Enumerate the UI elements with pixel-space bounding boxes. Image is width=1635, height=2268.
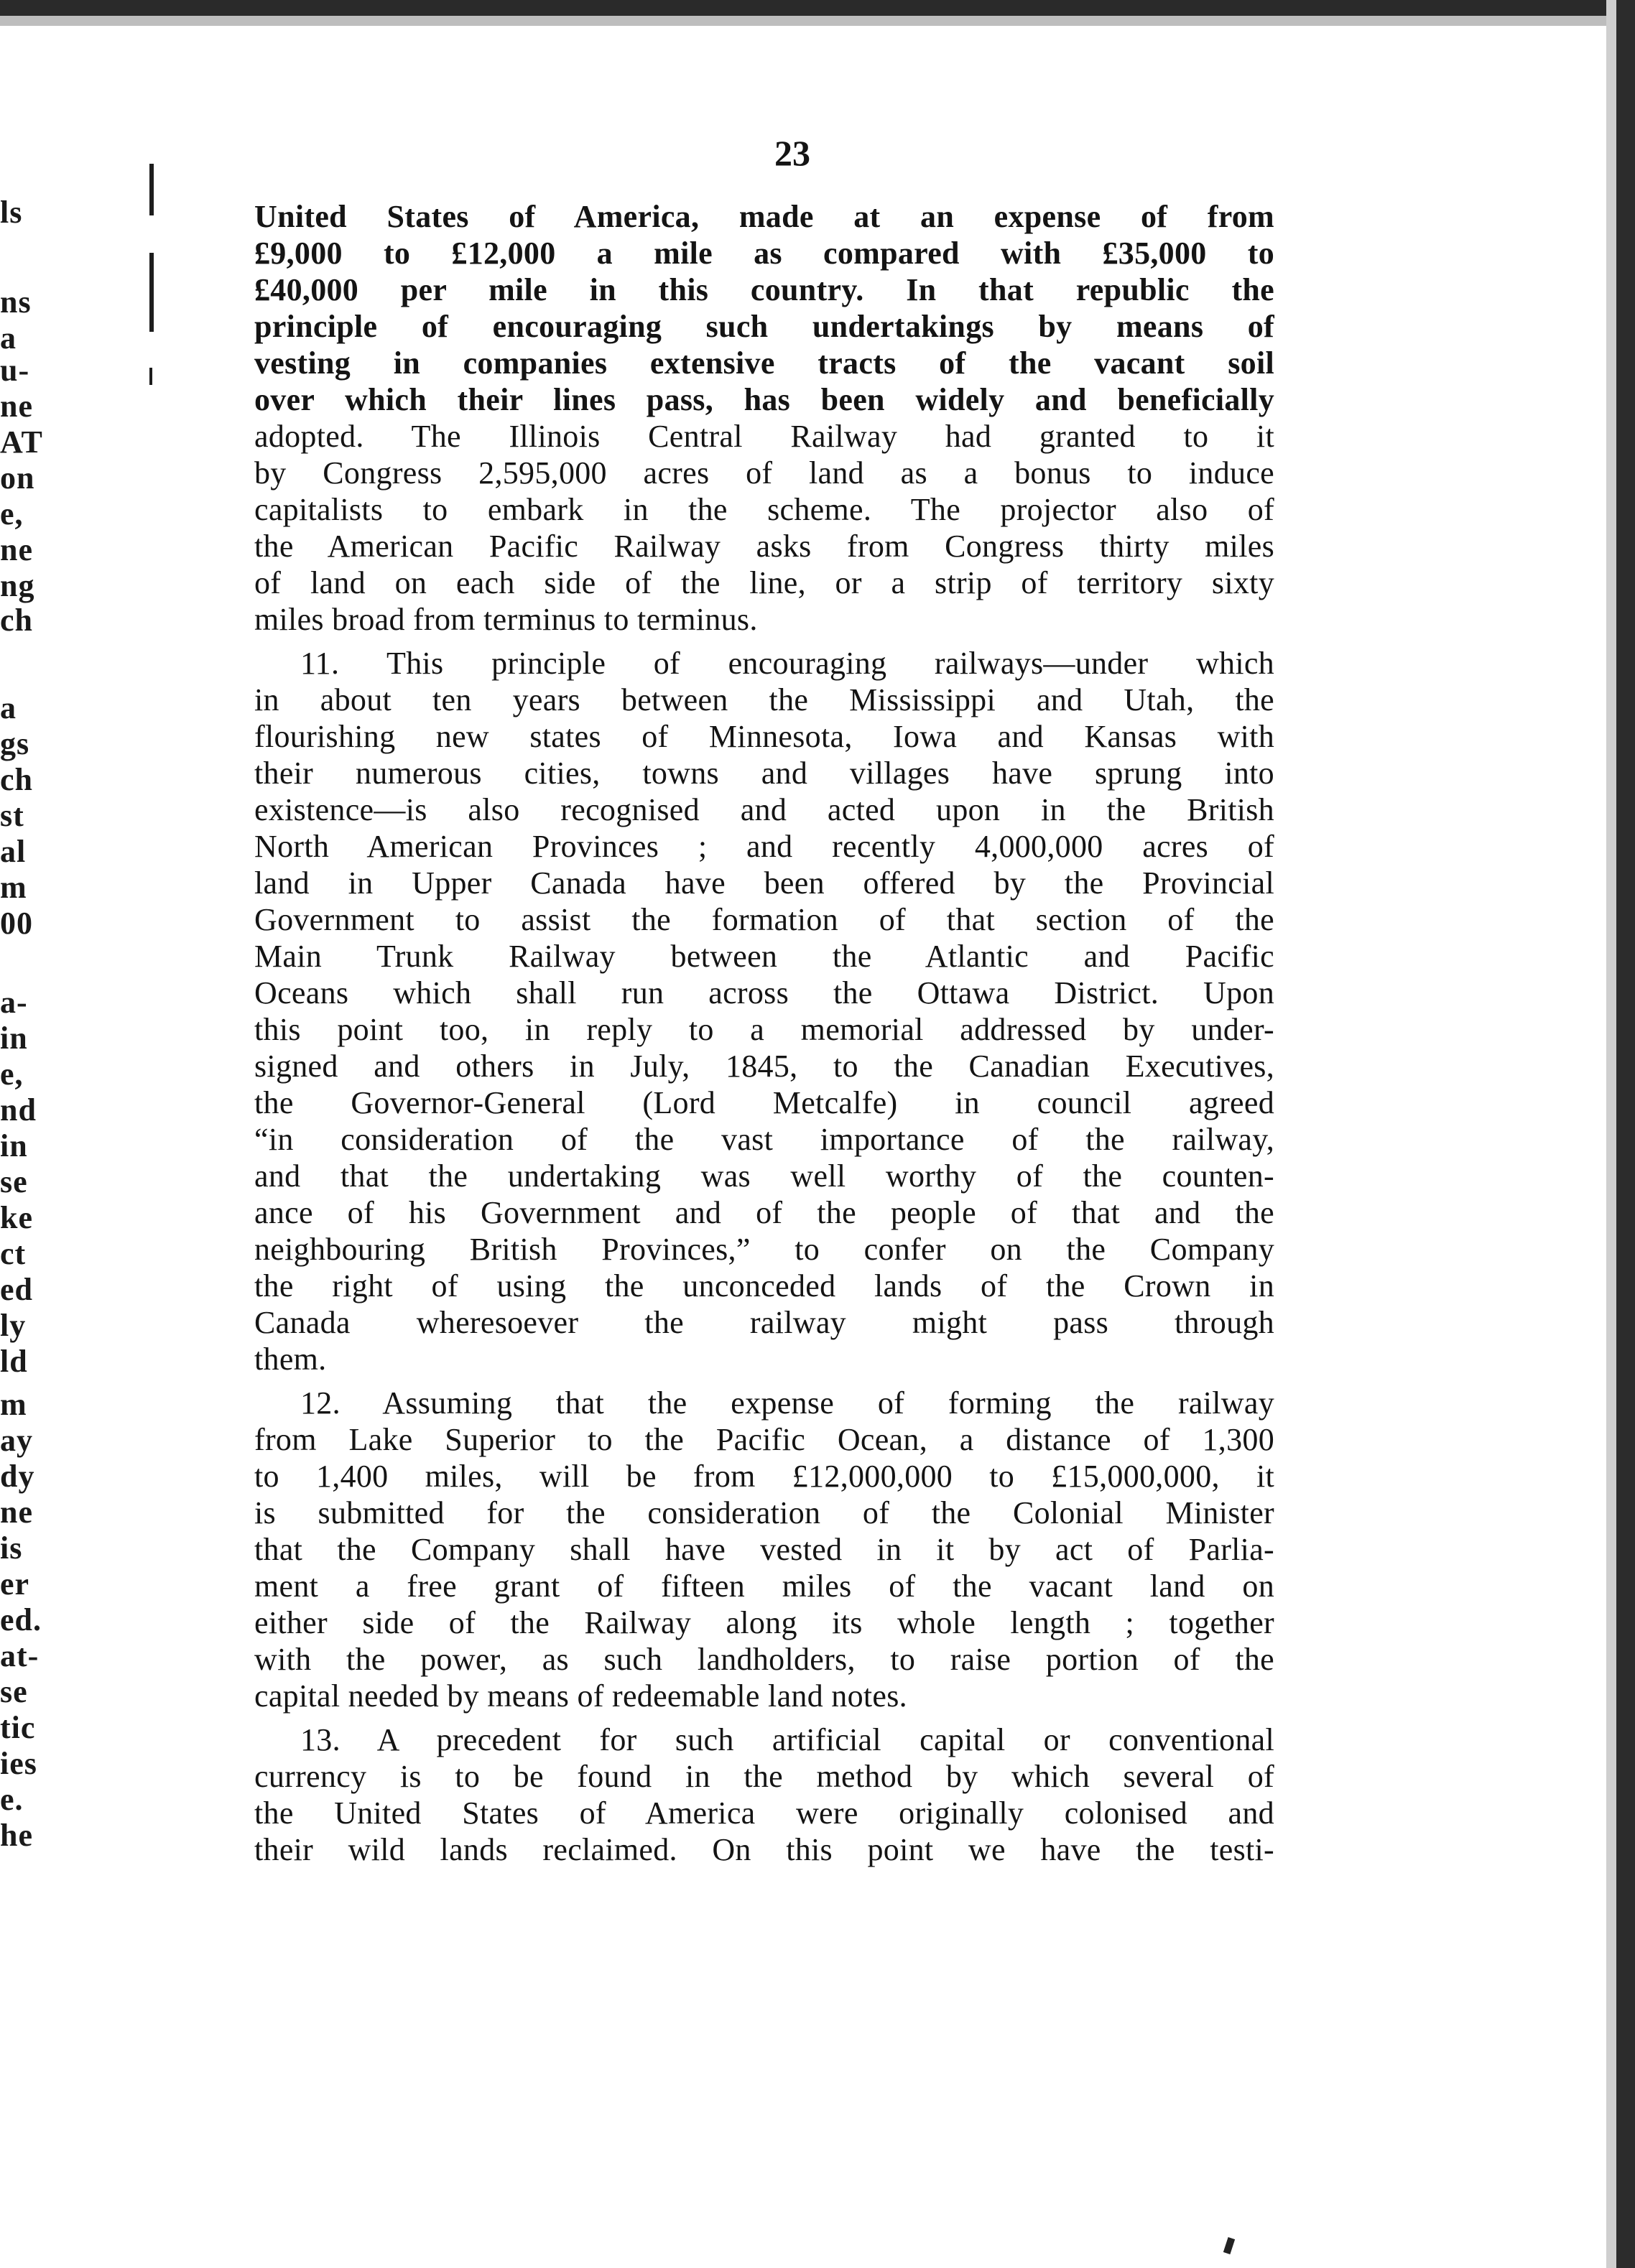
- left-fragment: ls: [0, 195, 23, 230]
- left-fragment: ct: [0, 1236, 27, 1271]
- left-fragment: se: [0, 1674, 28, 1709]
- text-line: “in consideration of the vast importance of the railway,: [254, 1122, 1274, 1157]
- gutter-rule: [149, 164, 154, 215]
- text-line: £9,000 to £12,000 a mile as compared with £35,000 to: [254, 236, 1274, 271]
- scan-artifact: [1223, 2237, 1235, 2254]
- left-fragment: at-: [0, 1638, 40, 1673]
- left-fragment: ly: [0, 1308, 27, 1343]
- left-fragment: is: [0, 1530, 23, 1566]
- text-line: signed and others in July, 1845, to the Canadian Executives,: [254, 1049, 1274, 1084]
- left-fragment: ke: [0, 1200, 33, 1235]
- paragraph: [254, 198, 1274, 638]
- text-line: capital needed by means of redeemable land notes.: [254, 1678, 907, 1714]
- left-fragment: ng: [0, 568, 35, 603]
- left-fragment: er: [0, 1566, 30, 1602]
- text-line: the American Pacific Railway asks from Congress thirty miles: [254, 529, 1274, 564]
- text-line: is submitted for the consideration of the Colonial Minister: [254, 1495, 1274, 1530]
- left-fragment: ed.: [0, 1602, 42, 1637]
- gutter-rule: [149, 253, 154, 332]
- left-fragment: tic: [0, 1710, 36, 1745]
- text-line: 12. Assuming that the expense of forming the railway: [300, 1385, 1274, 1421]
- scan-top-border: [0, 0, 1635, 16]
- text-line: Government to assist the formation of that section of the: [254, 902, 1274, 937]
- left-fragment: ed: [0, 1272, 33, 1307]
- text-line: Main Trunk Railway between the Atlantic and Pacific: [254, 939, 1274, 974]
- text-line: the Governor-General (Lord Metcalfe) in council agreed: [254, 1085, 1274, 1120]
- text-line: either side of the Railway along its whole length ; together: [254, 1605, 1274, 1640]
- left-fragment: a: [0, 690, 17, 725]
- text-line: the right of using the unconceded lands of the Crown in: [254, 1268, 1274, 1303]
- left-fragment: a-: [0, 985, 28, 1020]
- page-number: 23: [774, 133, 810, 173]
- left-fragment: se: [0, 1164, 28, 1199]
- text-line: their numerous cities, towns and villages have sprung into: [254, 756, 1274, 791]
- text-line: principle of encouraging such undertakings by means of: [254, 309, 1274, 344]
- left-fragment: in: [0, 1021, 28, 1056]
- left-fragment: ch: [0, 762, 33, 797]
- text-line: by Congress 2,595,000 acres of land as a bonus to induce: [254, 455, 1274, 491]
- text-line: adopted. The Illinois Central Railway had granted to it: [254, 419, 1274, 454]
- text-line: of land on each side of the line, or a strip of territory sixty: [254, 565, 1274, 600]
- text-line: the United States of America were originally colonised and: [254, 1795, 1274, 1831]
- left-fragment: e,: [0, 1056, 24, 1092]
- left-fragment: ay: [0, 1423, 33, 1458]
- text-line: and that the undertaking was well worthy of the counten-: [254, 1158, 1274, 1194]
- text-line: 13. A precedent for such artificial capital or conventional: [300, 1722, 1274, 1757]
- left-fragment: ch: [0, 603, 33, 638]
- scan-right-border: [1616, 0, 1635, 2268]
- text-line: neighbouring British Provinces,” to confer on the Company: [254, 1232, 1274, 1267]
- text-line: land in Upper Canada have been offered by the Provincial: [254, 865, 1274, 901]
- left-fragment: al: [0, 834, 27, 869]
- left-fragment: AT: [0, 424, 43, 460]
- text-line: this point too, in reply to a memorial addressed by under-: [254, 1012, 1274, 1047]
- left-fragment: dy: [0, 1459, 35, 1494]
- paragraph: [254, 1385, 1274, 1714]
- text-line: in about ten years between the Mississippi and Utah, the: [254, 682, 1274, 717]
- left-fragment: a: [0, 320, 17, 355]
- text-line: vesting in companies extensive tracts of the vacant soil: [254, 345, 1274, 381]
- left-fragment: m: [0, 1387, 27, 1422]
- paragraph-gap: [254, 638, 1274, 645]
- left-fragment: e,: [0, 496, 24, 531]
- left-fragment: on: [0, 460, 35, 496]
- left-fragment: in: [0, 1128, 28, 1163]
- left-fragment: e.: [0, 1782, 24, 1817]
- paragraph: [254, 645, 1274, 1377]
- gutter-rule: [149, 368, 152, 385]
- left-fragment: ies: [0, 1746, 37, 1781]
- text-line: capitalists to embark in the scheme. The projector also of: [254, 492, 1274, 527]
- text-line: United States of America, made at an expense of from: [254, 199, 1274, 234]
- text-line: existence—is also recognised and acted upon in the British: [254, 792, 1274, 827]
- text-line: their wild lands reclaimed. On this point we have the testi-: [254, 1832, 1274, 1867]
- left-fragment: st: [0, 798, 24, 833]
- text-line: Oceans which shall run across the Ottawa District. Upon: [254, 975, 1274, 1010]
- paragraph-gap: [254, 1714, 1274, 1721]
- left-fragment: gs: [0, 726, 30, 761]
- left-fragment: ld: [0, 1344, 28, 1379]
- text-line: from Lake Superior to the Pacific Ocean, a distance of 1,300: [254, 1422, 1274, 1457]
- scan-right-shadow: [1606, 0, 1616, 2268]
- text-line: to 1,400 miles, will be from £12,000,000 to £15,000,000, it: [254, 1459, 1274, 1494]
- left-fragment: ne: [0, 532, 33, 567]
- text-line: £40,000 per mile in this country. In that republic the: [254, 272, 1274, 307]
- text-line: flourishing new states of Minnesota, Iowa and Kansas with: [254, 719, 1274, 754]
- paragraph: [254, 1721, 1274, 1868]
- text-line: them.: [254, 1342, 327, 1377]
- paragraph-gap: [254, 1377, 1274, 1385]
- left-fragment: ne: [0, 389, 33, 424]
- text-line: that the Company shall have vested in it by act of Parlia-: [254, 1532, 1274, 1567]
- page-body: [254, 198, 1274, 1868]
- left-fragment: u-: [0, 353, 30, 388]
- scan-top-shadow: [0, 16, 1635, 26]
- left-fragment: ne: [0, 1495, 33, 1530]
- text-line: currency is to be found in the method by which several of: [254, 1759, 1274, 1794]
- text-line: ance of his Government and of the people of that and the: [254, 1195, 1274, 1230]
- text-line: over which their lines pass, has been widely and beneficially: [254, 382, 1274, 417]
- left-fragment: he: [0, 1818, 33, 1853]
- text-line: Canada wheresoever the railway might pass through: [254, 1305, 1274, 1340]
- left-fragment: 00: [0, 906, 33, 941]
- text-line: miles broad from terminus to terminus.: [254, 602, 758, 637]
- left-fragment: nd: [0, 1092, 37, 1128]
- text-line: ment a free grant of fifteen miles of the vacant land on: [254, 1568, 1274, 1604]
- left-fragment: ns: [0, 284, 32, 320]
- text-line: 11. This principle of encouraging railways—under which: [300, 646, 1274, 681]
- text-line: North American Provinces ; and recently 4,000,000 acres of: [254, 829, 1274, 864]
- text-line: with the power, as such landholders, to raise portion of the: [254, 1642, 1274, 1677]
- left-fragment: m: [0, 870, 27, 905]
